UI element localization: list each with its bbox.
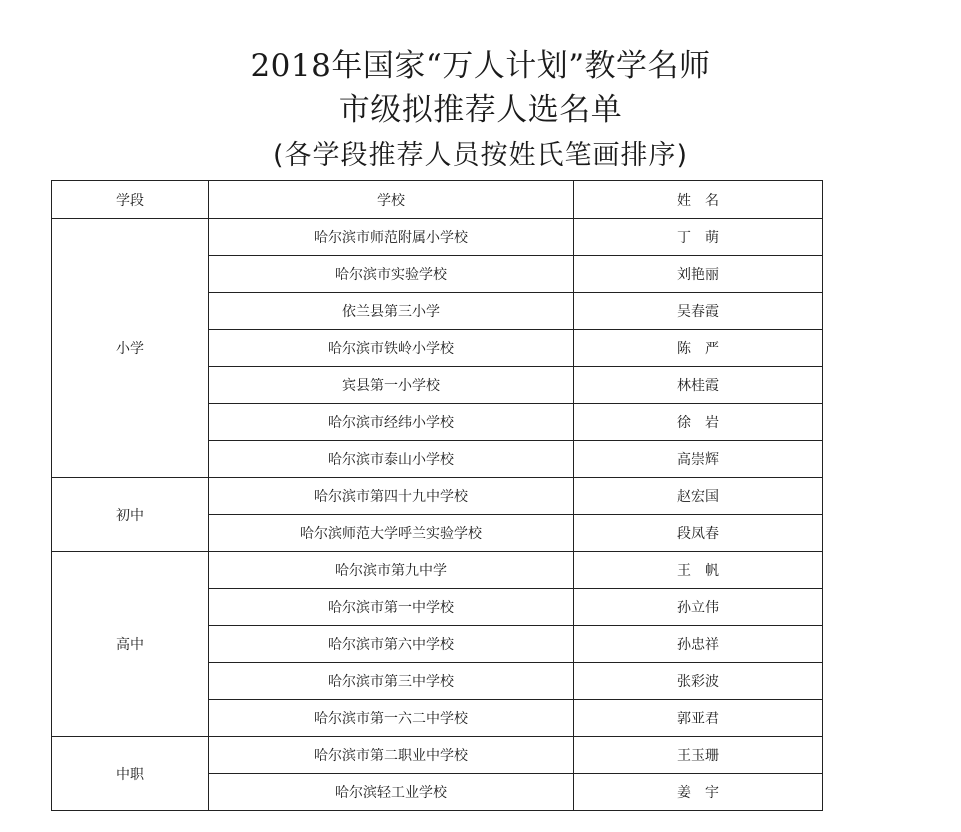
school-cell: 哈尔滨市铁岭小学校	[209, 330, 574, 367]
name-cell: 姜 宇	[574, 774, 823, 811]
school-cell: 哈尔滨市泰山小学校	[209, 441, 574, 478]
table-row	[52, 219, 823, 256]
school-cell: 哈尔滨市师范附属小学校	[209, 219, 574, 256]
school-cell: 哈尔滨市经纬小学校	[209, 404, 574, 441]
table-row	[52, 552, 823, 589]
document-title-line1: 2018年国家“万人计划”教学名师	[250, 48, 711, 84]
document-header	[0, 44, 961, 176]
name-cell: 赵宏国	[574, 478, 823, 515]
name-cell: 陈 严	[574, 330, 823, 367]
name-cell: 徐 岩	[574, 404, 823, 441]
document-title-line2: 市级拟推荐人选名单	[338, 92, 623, 128]
stage-cell: 高中	[52, 552, 209, 737]
stage-cell: 初中	[52, 478, 209, 552]
name-cell: 郭亚君	[574, 700, 823, 737]
school-cell: 哈尔滨市第一六二中学校	[209, 700, 574, 737]
document-subtitle: (各学段推荐人员按姓氏笔画排序)	[272, 140, 689, 171]
table-row	[52, 737, 823, 774]
header-school: 学校	[209, 181, 574, 219]
header-stage: 学段	[52, 181, 209, 219]
school-cell: 哈尔滨市第九中学	[209, 552, 574, 589]
name-cell: 丁 萌	[574, 219, 823, 256]
name-cell: 吴春霞	[574, 293, 823, 330]
table-body	[52, 219, 823, 811]
school-cell: 哈尔滨市实验学校	[209, 256, 574, 293]
stage-cell: 小学	[52, 219, 209, 478]
school-cell: 哈尔滨市第二职业中学校	[209, 737, 574, 774]
name-cell: 王玉珊	[574, 737, 823, 774]
header-name: 姓 名	[574, 181, 823, 219]
school-cell: 哈尔滨轻工业学校	[209, 774, 574, 811]
school-cell: 哈尔滨市第三中学校	[209, 663, 574, 700]
school-cell: 哈尔滨师范大学呼兰实验学校	[209, 515, 574, 552]
table-header-row	[52, 181, 823, 219]
school-cell: 哈尔滨市第六中学校	[209, 626, 574, 663]
name-cell: 高崇辉	[574, 441, 823, 478]
name-cell: 孙忠祥	[574, 626, 823, 663]
name-cell: 林桂霞	[574, 367, 823, 404]
school-cell: 依兰县第三小学	[209, 293, 574, 330]
school-cell: 哈尔滨市第四十九中学校	[209, 478, 574, 515]
table-row	[52, 478, 823, 515]
name-cell: 刘艳丽	[574, 256, 823, 293]
name-cell: 孙立伟	[574, 589, 823, 626]
school-cell: 哈尔滨市第一中学校	[209, 589, 574, 626]
stage-cell: 中职	[52, 737, 209, 811]
name-cell: 张彩波	[574, 663, 823, 700]
name-cell: 段凤春	[574, 515, 823, 552]
school-cell: 宾县第一小学校	[209, 367, 574, 404]
name-cell: 王 帆	[574, 552, 823, 589]
candidate-table	[51, 180, 823, 811]
